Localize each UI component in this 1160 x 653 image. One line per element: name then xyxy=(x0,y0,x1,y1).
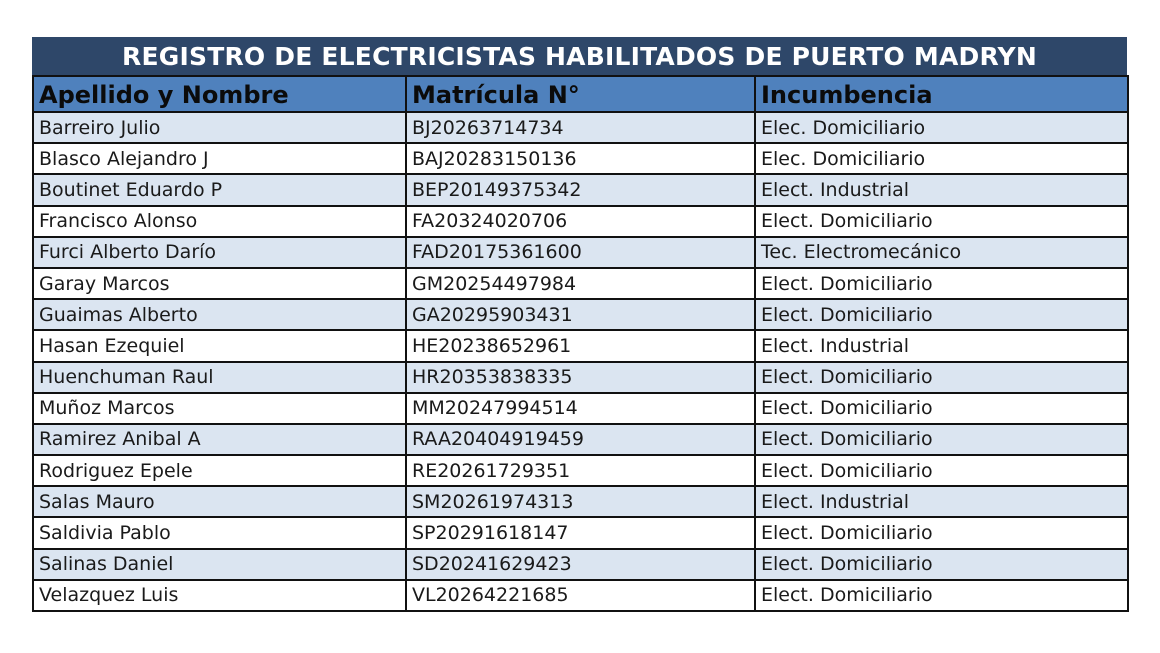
cell-name: Francisco Alonso xyxy=(33,206,406,237)
cell-name: Boutinet Eduardo P xyxy=(33,174,406,205)
cell-specialty: Elec. Domiciliario xyxy=(755,112,1128,143)
cell-name: Rodriguez Epele xyxy=(33,455,406,486)
table-row xyxy=(33,393,1128,424)
cell-specialty: Elect. Industrial xyxy=(755,174,1128,205)
table-row xyxy=(33,143,1128,174)
cell-specialty: Tec. Electromecánico xyxy=(755,237,1128,268)
cell-name: Muñoz Marcos xyxy=(33,393,406,424)
cell-name: Saldivia Pablo xyxy=(33,517,406,548)
table-header xyxy=(33,76,1128,112)
cell-license-number: SM20261974313 xyxy=(406,486,755,517)
cell-license-number: RAA20404919459 xyxy=(406,424,755,455)
cell-name: Furci Alberto Darío xyxy=(33,237,406,268)
cell-specialty: Elect. Domiciliario xyxy=(755,362,1128,393)
cell-specialty: Elect. Domiciliario xyxy=(755,455,1128,486)
cell-license-number: BEP20149375342 xyxy=(406,174,755,205)
table-row xyxy=(33,580,1128,611)
cell-specialty: Elect. Industrial xyxy=(755,330,1128,361)
cell-specialty: Elec. Domiciliario xyxy=(755,143,1128,174)
table-row xyxy=(33,174,1128,205)
cell-specialty: Elect. Industrial xyxy=(755,486,1128,517)
cell-name: Velazquez Luis xyxy=(33,580,406,611)
electricians-table xyxy=(32,75,1129,612)
column-header-name: Apellido y Nombre xyxy=(33,76,406,112)
cell-license-number: SP20291618147 xyxy=(406,517,755,548)
cell-license-number: FAD20175361600 xyxy=(406,237,755,268)
column-header-specialty: Incumbencia xyxy=(755,76,1128,112)
cell-name: Huenchuman Raul xyxy=(33,362,406,393)
table-row xyxy=(33,206,1128,237)
cell-name: Blasco Alejandro J xyxy=(33,143,406,174)
cell-license-number: GA20295903431 xyxy=(406,299,755,330)
table-row xyxy=(33,517,1128,548)
table-row xyxy=(33,486,1128,517)
cell-specialty: Elect. Domiciliario xyxy=(755,580,1128,611)
cell-name: Garay Marcos xyxy=(33,268,406,299)
table-row xyxy=(33,112,1128,143)
registry-sheet xyxy=(32,37,1127,612)
cell-name: Salinas Daniel xyxy=(33,549,406,580)
table-row xyxy=(33,330,1128,361)
cell-license-number: BAJ20283150136 xyxy=(406,143,755,174)
cell-specialty: Elect. Domiciliario xyxy=(755,549,1128,580)
cell-license-number: SD20241629423 xyxy=(406,549,755,580)
cell-name: Guaimas Alberto xyxy=(33,299,406,330)
table-row xyxy=(33,268,1128,299)
cell-license-number: BJ20263714734 xyxy=(406,112,755,143)
table-row xyxy=(33,299,1128,330)
cell-license-number: VL20264221685 xyxy=(406,580,755,611)
table-row xyxy=(33,549,1128,580)
cell-specialty: Elect. Domiciliario xyxy=(755,424,1128,455)
table-row xyxy=(33,362,1128,393)
cell-specialty: Elect. Domiciliario xyxy=(755,517,1128,548)
header-row xyxy=(33,76,1128,112)
cell-license-number: HR20353838335 xyxy=(406,362,755,393)
cell-specialty: Elect. Domiciliario xyxy=(755,299,1128,330)
table-row xyxy=(33,455,1128,486)
cell-license-number: RE20261729351 xyxy=(406,455,755,486)
cell-license-number: HE20238652961 xyxy=(406,330,755,361)
table-row xyxy=(33,237,1128,268)
cell-specialty: Elect. Domiciliario xyxy=(755,268,1128,299)
column-header-license-number: Matrícula N° xyxy=(406,76,755,112)
cell-name: Salas Mauro xyxy=(33,486,406,517)
cell-license-number: MM20247994514 xyxy=(406,393,755,424)
cell-specialty: Elect. Domiciliario xyxy=(755,206,1128,237)
cell-name: Barreiro Julio xyxy=(33,112,406,143)
cell-name: Ramirez Anibal A xyxy=(33,424,406,455)
cell-license-number: FA20324020706 xyxy=(406,206,755,237)
cell-license-number: GM20254497984 xyxy=(406,268,755,299)
cell-name: Hasan Ezequiel xyxy=(33,330,406,361)
registry-title: REGISTRO DE ELECTRICISTAS HABILITADOS DE PUERTO MADRYN xyxy=(32,37,1127,75)
table-row xyxy=(33,424,1128,455)
cell-specialty: Elect. Domiciliario xyxy=(755,393,1128,424)
table-body xyxy=(33,112,1128,611)
